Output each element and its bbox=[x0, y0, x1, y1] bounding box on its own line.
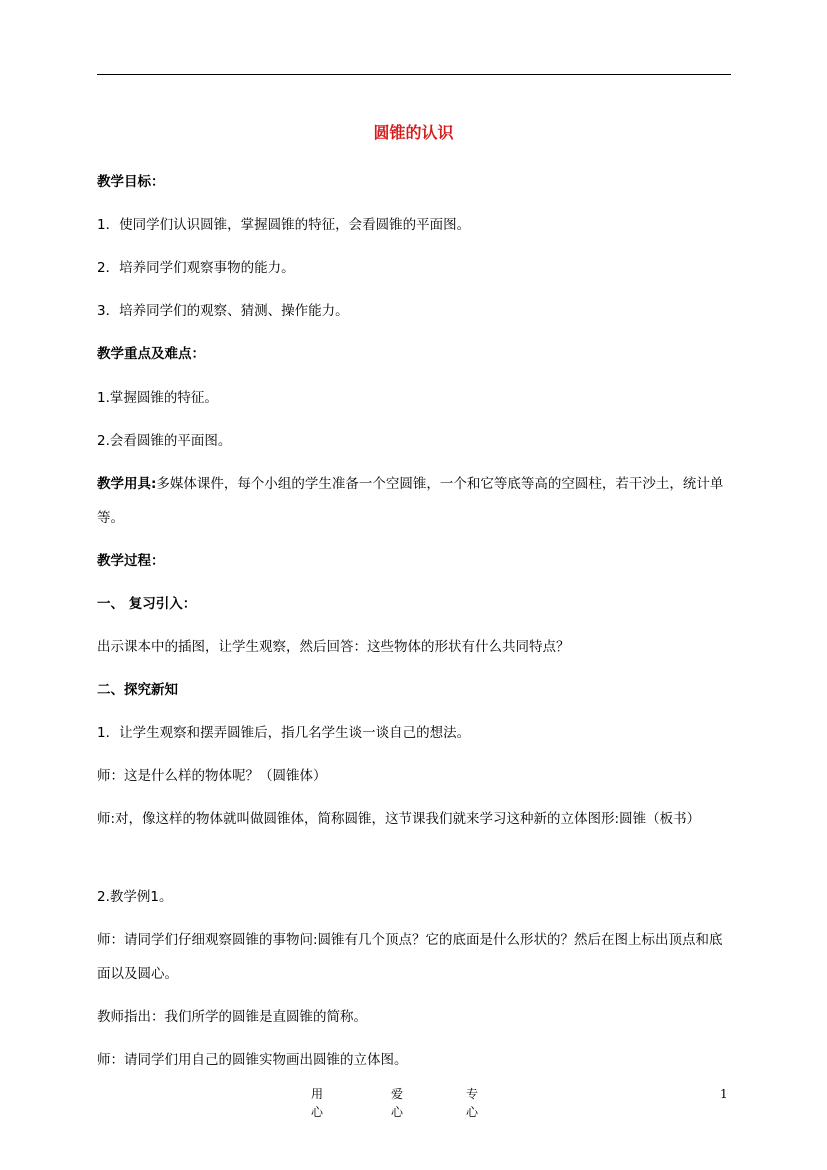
goal-item-1: 1．使同学们认识圆锥，掌握圆锥的特征，会看圆锥的平面图。 bbox=[97, 217, 471, 233]
explore-heading: 二、探究新知 bbox=[97, 682, 178, 698]
page-number: 1 bbox=[720, 1087, 728, 1101]
goal-item-3: 3．培养同学们的观察、猜测、操作能力。 bbox=[97, 303, 349, 319]
explore-item-5: 师：请同学们仔细观察圆锥的事物问:圆锥有几个顶点？它的底面是什么形状的？然后在图上标出顶点和底面以及圆心。 bbox=[97, 932, 723, 982]
explore-item-4: 2.教学例1。 bbox=[97, 889, 173, 905]
tools-paragraph bbox=[97, 467, 731, 535]
key-heading: 教学重点及难点： bbox=[97, 346, 205, 362]
explore-item-1: 1．让学生观察和摆弄圆锥后，指几名学生谈一谈自己的想法。 bbox=[97, 725, 471, 741]
tools-label: 教学用具: bbox=[97, 476, 157, 492]
footer-right: 专心 bbox=[466, 1087, 479, 1119]
goal-item-2: 2．培养同学们观察事物的能力。 bbox=[97, 260, 295, 276]
page-title: 圆锥的认识 bbox=[373, 123, 454, 142]
review-heading: 一、 复习引入： bbox=[97, 596, 197, 612]
review-text: 出示课本中的插图，让学生观察，然后回答：这些物体的形状有什么共同特点？ bbox=[97, 639, 570, 655]
explore-item-2: 师：这是什么样的物体呢？（圆锥体） bbox=[97, 768, 327, 784]
footer-middle: 爱心 bbox=[391, 1087, 404, 1119]
process-heading: 教学过程： bbox=[97, 553, 165, 569]
key-point-1: 1.掌握圆锥的特征。 bbox=[97, 390, 218, 406]
explore-item-7: 师：请同学们用自己的圆锥实物画出圆锥的立体图。 bbox=[97, 1052, 408, 1068]
explore-item-6: 教师指出：我们所学的圆锥是直圆锥的简称。 bbox=[97, 1009, 367, 1025]
footer-left: 用心 bbox=[311, 1087, 324, 1119]
goals-heading: 教学目标： bbox=[97, 174, 165, 190]
header-rule bbox=[97, 74, 731, 75]
tools-text: 多媒体课件，每个小组的学生准备一个空圆锥，一个和它等底等高的空圆柱，若干沙土，统计单等。 bbox=[97, 476, 724, 526]
explore-item-3: 师:对，像这样的物体就叫做圆锥体，简称圆锥，这节课我们就来学习这种新的立体图形:圆锥（板书） bbox=[97, 811, 701, 827]
key-point-2: 2.会看圆锥的平面图。 bbox=[97, 433, 232, 449]
